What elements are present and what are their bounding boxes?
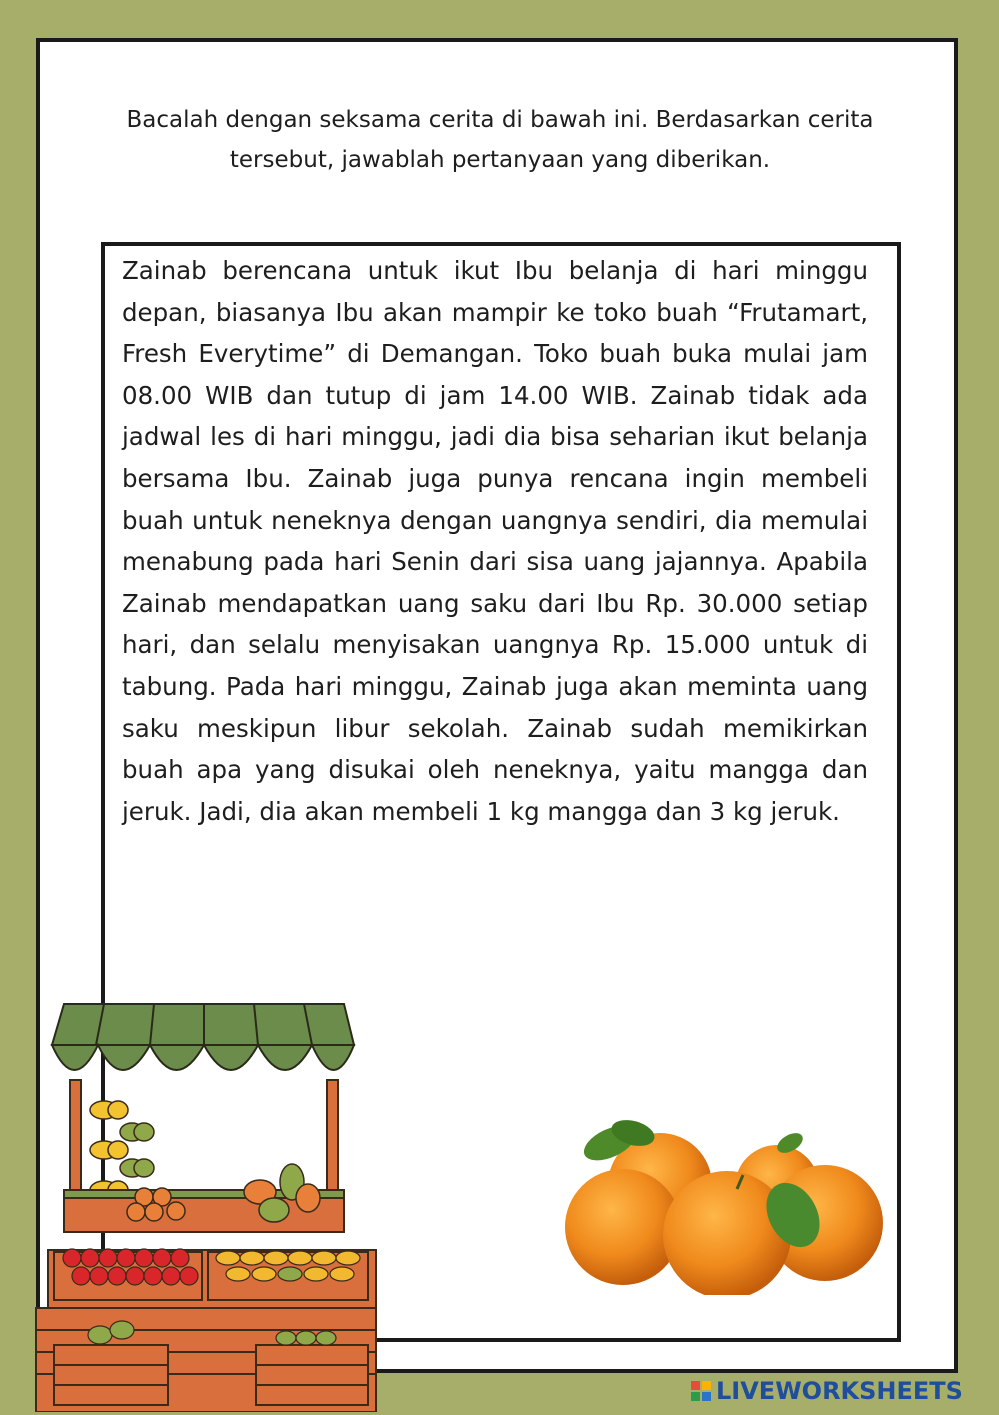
fruit-stall-illustration bbox=[24, 1000, 379, 1412]
story-text: Zainab berencana untuk ikut Ibu belanja di hari minggu depan, biasanya Ibu akan mampir ke toko buah “Frutamart, Fresh Everytime” di Demangan. Toko buah buka mulai jam 08.00 WIB dan tutup di jam 14.00 WIB. Zainab tidak ada jadwal les di hari minggu, jadi dia bisa seharian ikut belanja bersama Ibu. Zainab juga punya rencana ingin membeli buah untuk neneknya dengan uangnya sendiri, dia memulai menabung pada hari Senin dari sisa uang jajannya. Apabila Zainab mendapatkan uang saku dari Ibu Rp. 30.000 setiap hari, dan selalu menyisakan uangnya Rp. 15.000 untuk di tabung. Pada hari minggu, Zainab juga akan meminta uang saku meskipun libur sekolah. Zainab sudah memikirkan buah apa yang disukai oleh neneknya, yaitu mangga dan jeruk. Jadi, dia akan membeli 1 kg mangga dan 3 kg jeruk. bbox=[122, 256, 868, 826]
instruction-text: Bacalah dengan seksama cerita di bawah ini. Berdasarkan cerita tersebut, jawablah pertanyaan yang diberikan. bbox=[126, 107, 874, 173]
logo-text: LIVEWORKSHEETS bbox=[716, 1377, 963, 1405]
liveworksheets-logo-icon bbox=[690, 1380, 712, 1402]
liveworksheets-logo bbox=[690, 1376, 963, 1406]
oranges-photo bbox=[555, 1105, 890, 1295]
